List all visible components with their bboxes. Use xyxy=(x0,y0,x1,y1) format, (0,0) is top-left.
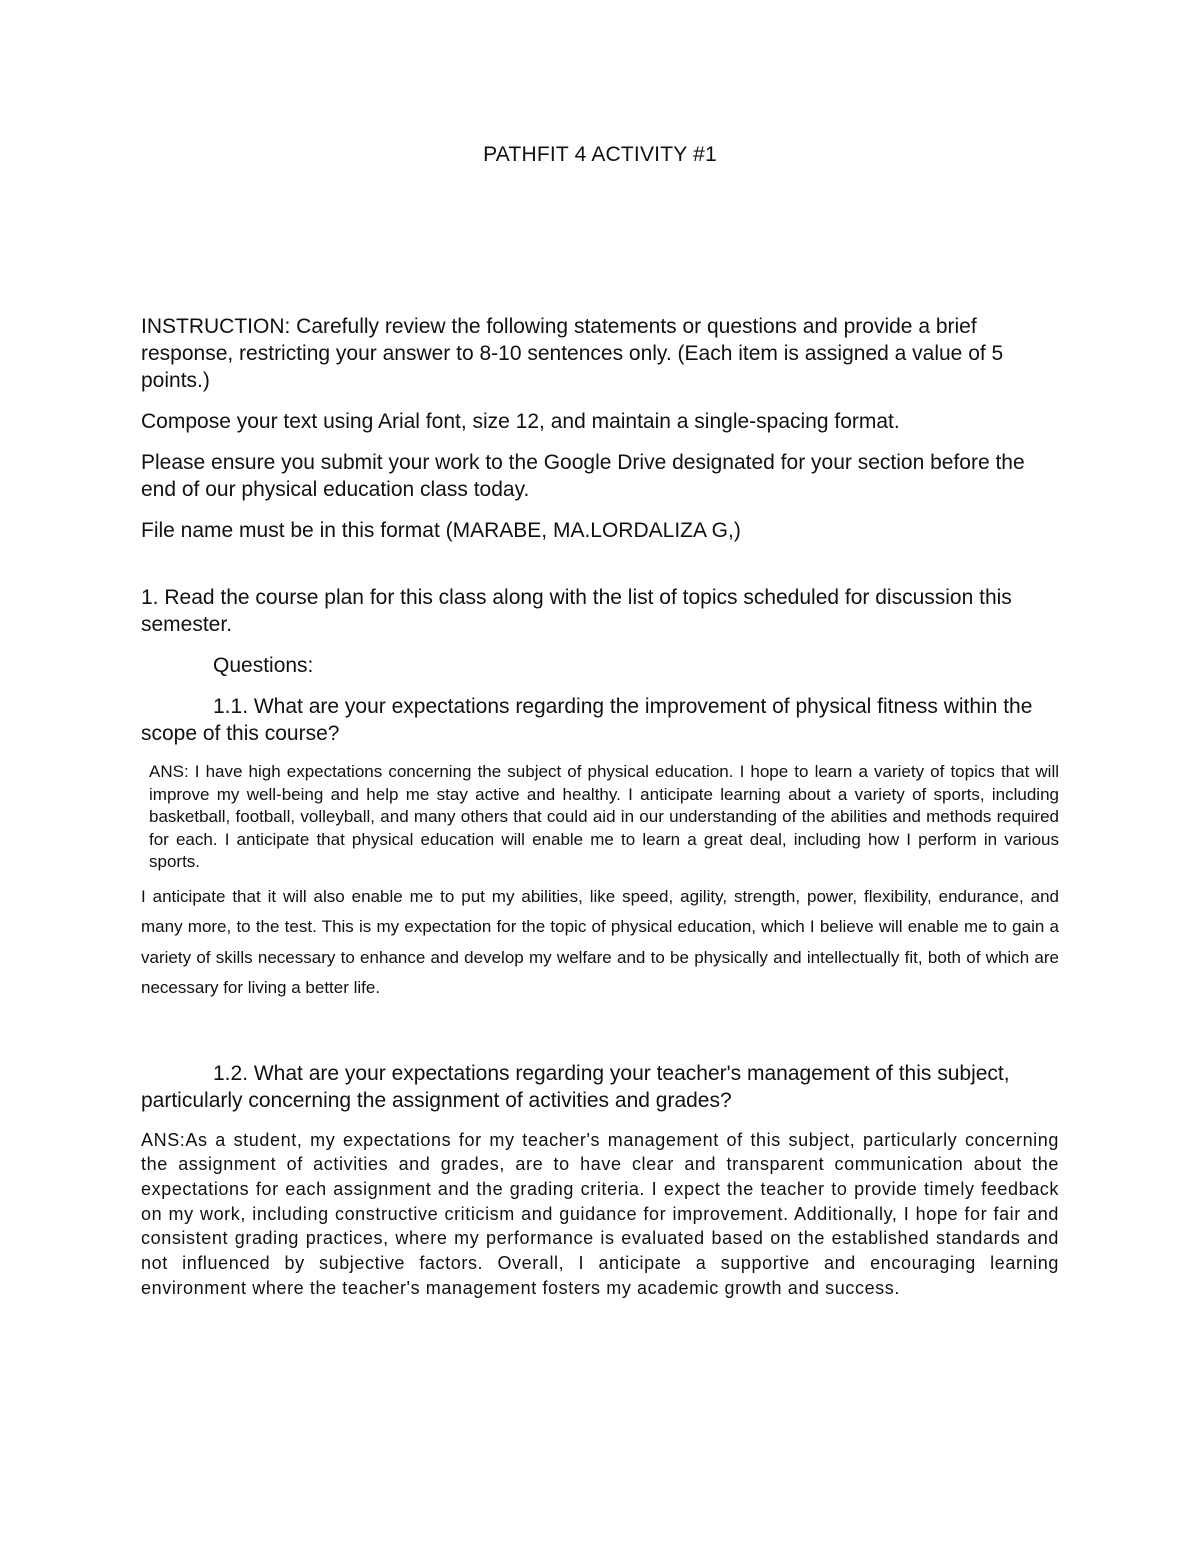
answer-1-2: ANS:As a student, my expectations for my teacher's management of this subject, particularly concerning the assignment of activities and grades, are to have clear and transparent communication about the expectations for each assignment and the grading criteria. I expect the teacher to provide timely feedback on my work, including constructive criticism and guidance for improvement. Additionally, I hope for fair and consistent grading practices, where my performance is evaluated based on the established standards and not influenced by subjective factors. Overall, I anticipate a supportive and encouraging learning environment where the teacher's management fosters my academic growth and success. xyxy=(141,1129,1059,1298)
instruction-paragraph: INSTRUCTION: Carefully review the following statements or questions and provide a brief response, restricting your answer to 8-10 sentences only. (Each item is assigned a value of 5 points.) xyxy=(141,315,1004,392)
question-1-1: 1.1. What are your expectations regarding the improvement of physical fitness within the scope of this course? xyxy=(141,695,1033,745)
item-1-prompt: 1. Read the course plan for this class along with the list of topics scheduled for discussion this semester. xyxy=(141,586,1012,636)
file-name-note-paragraph: File name must be in this format (MARABE, MA.LORDALIZA G,) xyxy=(141,519,741,542)
submit-note-paragraph: Please ensure you submit your work to the Google Drive designated for your section before the end of our physical education class today. xyxy=(141,451,1025,501)
question-1-2: 1.2. What are your expectations regarding your teacher's management of this subject, particularly concerning the assignment of activities and grades? xyxy=(141,1061,1010,1112)
document-title: PATHFIT 4 ACTIVITY #1 xyxy=(483,143,717,166)
answer-1-1-paragraph-2: I anticipate that it will also enable me to put my abilities, like speed, agility, strength, power, flexibility, endurance, and many more, to the test. This is my expectation for the topic of physical education, which I believe will enable me to gain a variety of skills necessary to enhance and develop my welfare and to be physically and intellectually fit, both of which are necessary for living a better life. xyxy=(141,886,1059,997)
question-1-2-section xyxy=(141,1060,1059,1301)
questions-label: Questions: xyxy=(213,654,314,677)
document-body xyxy=(141,313,1059,1300)
font-note-paragraph: Compose your text using Arial font, size 12, and maintain a single-spacing format. xyxy=(141,410,900,433)
answer-1-1-paragraph-1: ANS: I have high expectations concerning the subject of physical education. I hope to learn a variety of topics that will improve my well-being and help me stay active and healthy. I anticipate learning about a variety of sports, including basketball, football, volleyball, and many others that could aid in our understanding of the abilities and methods required for each. I anticipate that physical education will enable me to learn a great deal, including how I perform in various sports. xyxy=(149,762,1059,871)
